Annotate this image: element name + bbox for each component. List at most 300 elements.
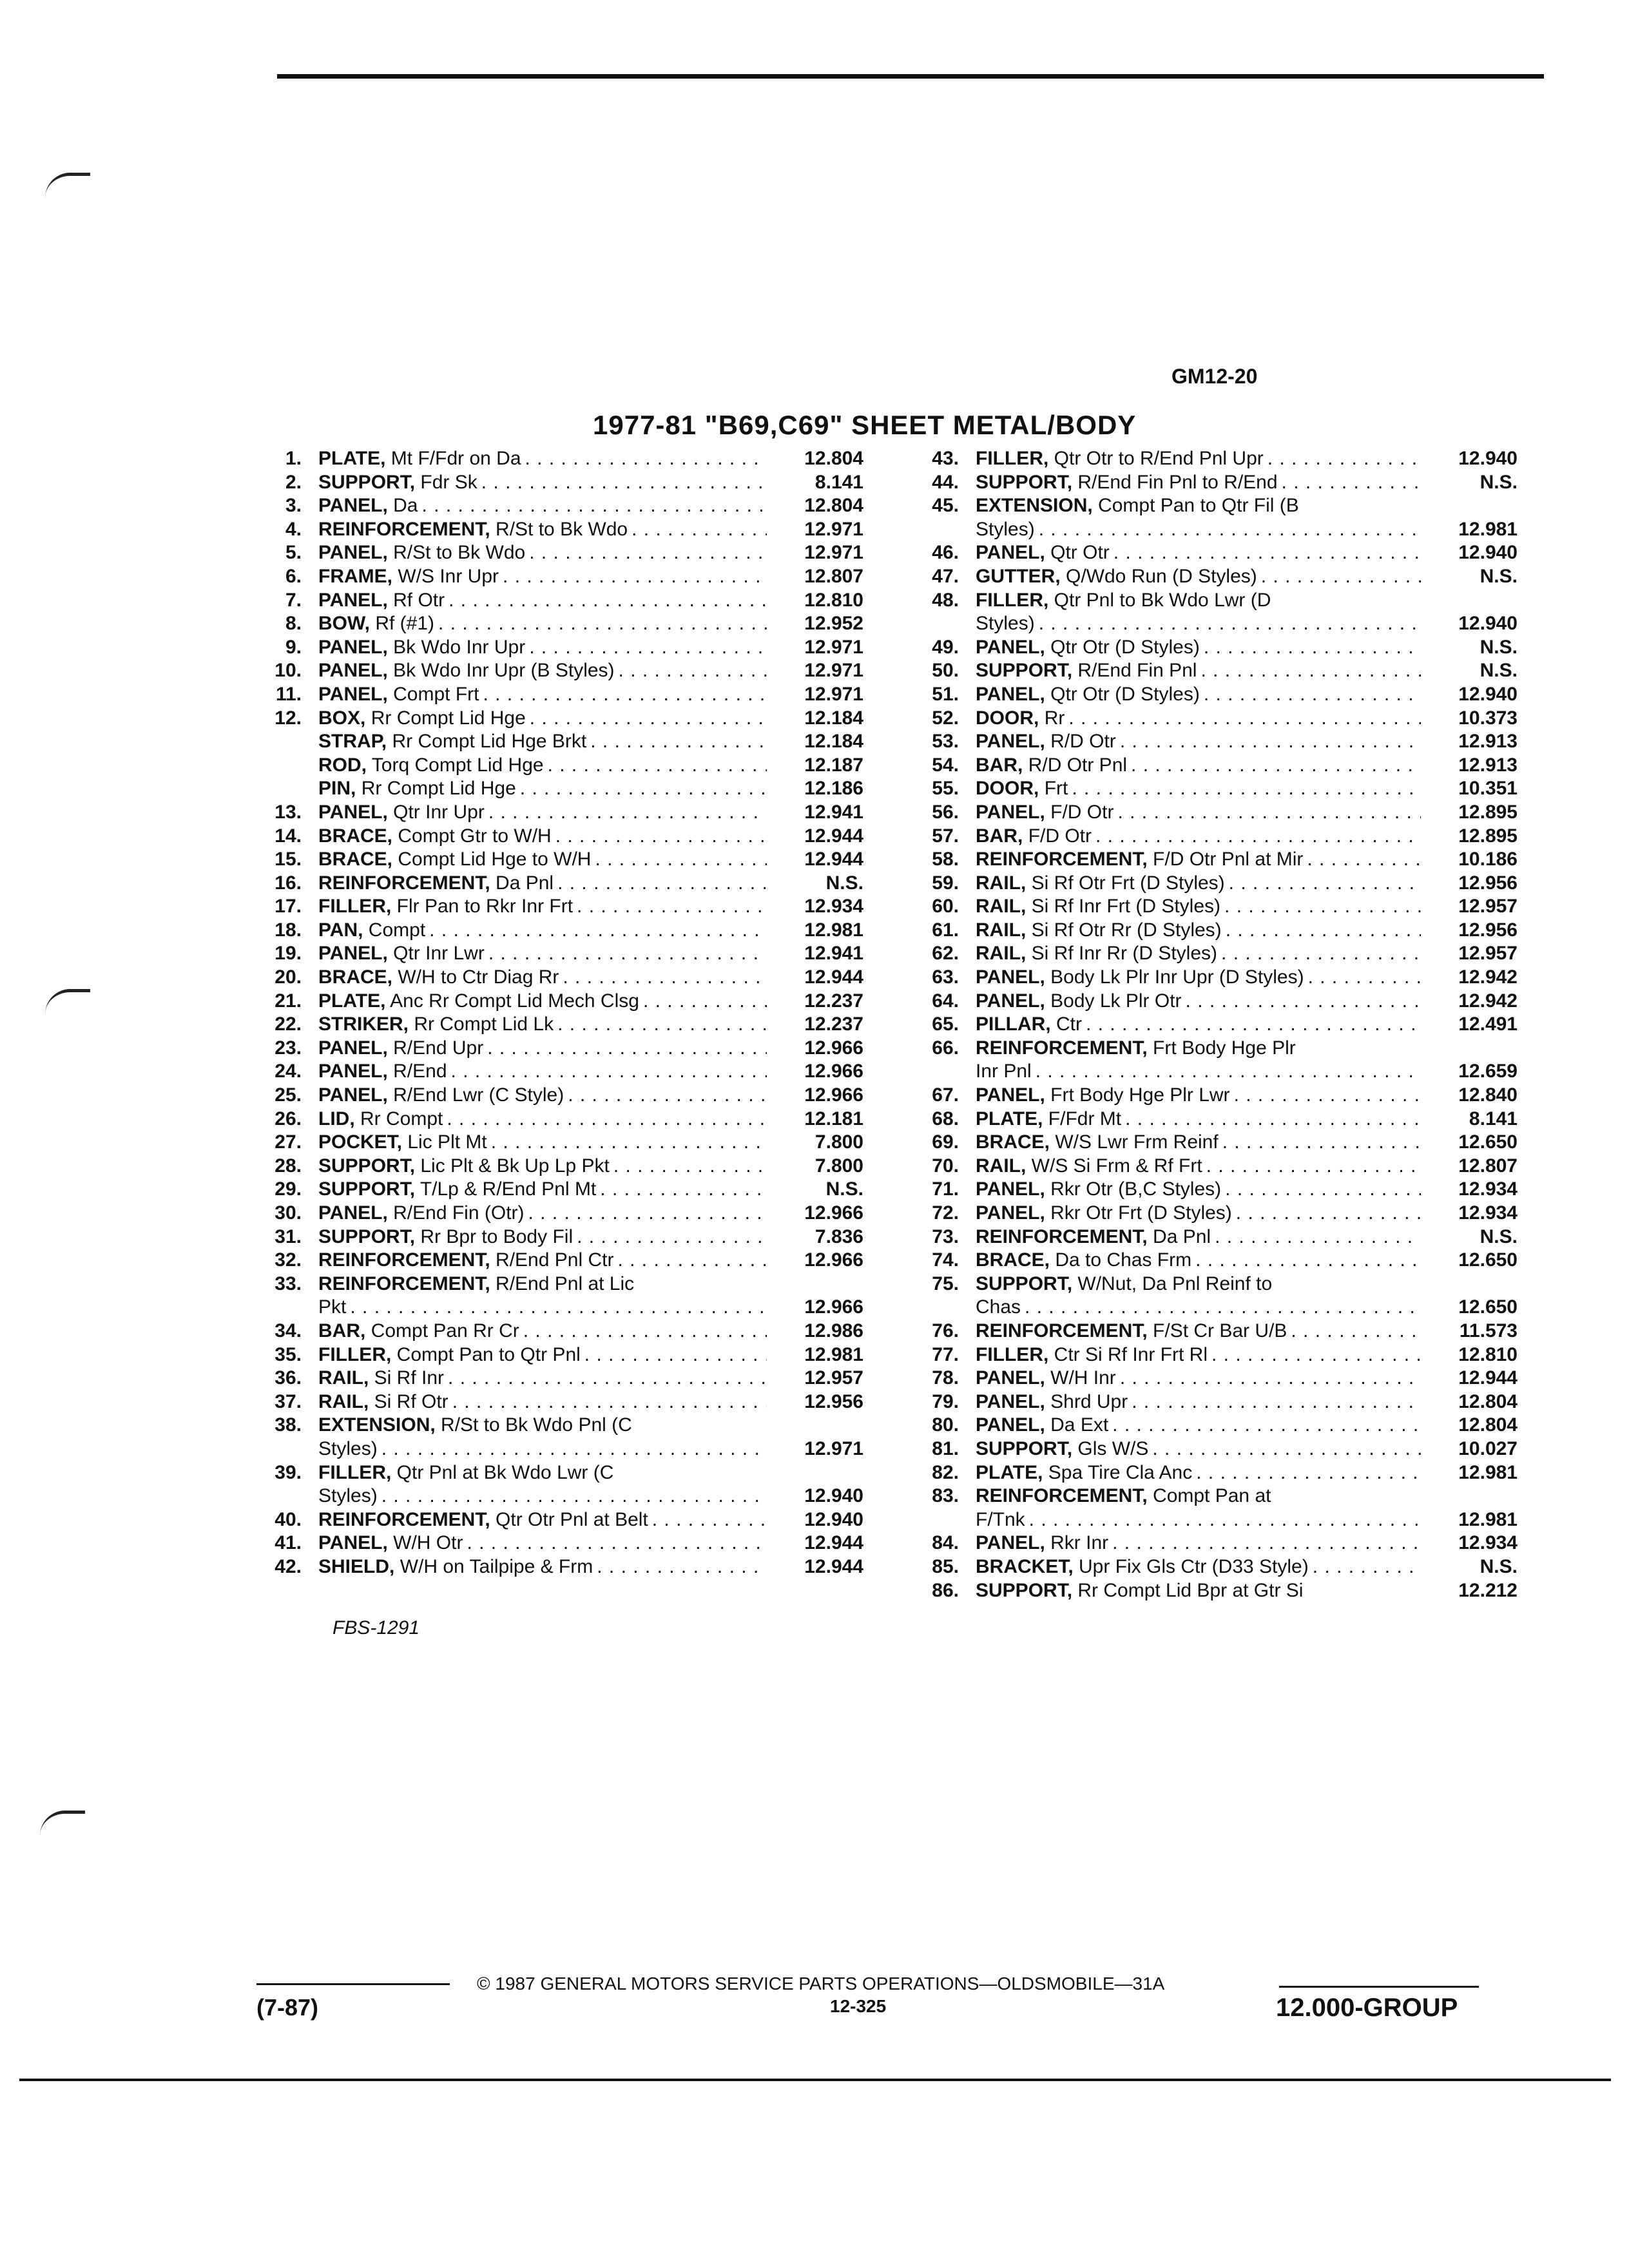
part-description: Ctr Si Rf Inr Frt Rl: [1054, 1343, 1208, 1365]
part-entry: [245, 1390, 863, 1414]
part-entry: [902, 1131, 1518, 1155]
section-reference: 12.942: [1458, 990, 1518, 1012]
part-name: SUPPORT,: [976, 1579, 1073, 1601]
part-entry: [902, 683, 1518, 707]
part-number: 8.: [285, 613, 302, 635]
part-entry: [902, 1273, 1518, 1320]
part-number: 34.: [275, 1320, 302, 1341]
part-entry: [245, 447, 863, 471]
part-description: Compt: [368, 919, 426, 941]
dot-leader: [526, 707, 767, 731]
part-entry: [902, 1013, 1518, 1037]
dot-leader: [1025, 1508, 1421, 1532]
section-reference: 12.941: [804, 801, 863, 823]
section-reference: 12.650: [1458, 1249, 1518, 1271]
part-name: REINFORCEMENT,: [976, 1320, 1148, 1341]
dot-leader: [1128, 1390, 1421, 1414]
part-number: 2.: [285, 471, 302, 493]
part-description: Qtr Otr Pnl at Belt: [496, 1508, 648, 1530]
dot-leader: [564, 1084, 767, 1108]
part-name: SUPPORT,: [318, 471, 416, 493]
dot-leader: [1264, 447, 1421, 471]
part-description: Si Rf Inr: [374, 1367, 445, 1389]
part-entry: [902, 1084, 1518, 1108]
part-number: 19.: [275, 943, 302, 965]
part-name: RAIL,: [318, 1367, 369, 1389]
part-number: 65.: [932, 1014, 959, 1035]
section-reference: 12.913: [1458, 731, 1518, 753]
part-name: PANEL,: [976, 1084, 1045, 1106]
part-name: FILLER,: [976, 589, 1049, 611]
part-number: 70.: [932, 1155, 959, 1177]
part-name: PANEL,: [318, 636, 388, 658]
part-name: PANEL,: [318, 1061, 388, 1082]
section-reference: 12.942: [1458, 966, 1518, 988]
part-description: R/End Lwr (C Style): [393, 1084, 564, 1106]
revision-date: (7-87): [256, 1994, 319, 2021]
part-number: 72.: [932, 1202, 959, 1224]
part-description: W/S Si Frm & Rf Frt: [1031, 1155, 1202, 1177]
part-name: PANEL,: [976, 1367, 1045, 1389]
section-reference: 12.981: [1458, 1508, 1518, 1530]
dot-leader: [1232, 1202, 1421, 1225]
part-name: FILLER,: [976, 1343, 1049, 1365]
part-name: SUPPORT,: [318, 1178, 416, 1200]
section-reference: 12.944: [804, 825, 863, 847]
part-description: Frt Body Hge Plr: [1153, 1037, 1296, 1059]
part-description: R/St to Bk Wdo: [496, 518, 628, 540]
section-reference: 12.804: [1458, 1414, 1518, 1436]
part-entry: [245, 1367, 863, 1390]
part-name: BRACE,: [976, 1249, 1050, 1271]
part-name: PANEL,: [976, 966, 1045, 988]
part-entry: [245, 919, 863, 943]
section-reference: N.S.: [1480, 1555, 1518, 1577]
part-name: SUPPORT,: [318, 1225, 416, 1247]
part-description: W/S Lwr Frm Reinf: [1055, 1131, 1219, 1153]
part-description: Rkr Otr (B,C Styles): [1050, 1178, 1222, 1200]
part-entry: [902, 1532, 1518, 1555]
part-entry: [245, 801, 863, 825]
part-number: 12.: [275, 707, 302, 729]
section-reference: 12.807: [804, 565, 863, 587]
dot-leader: [519, 1320, 767, 1343]
section-reference: 12.940: [804, 1508, 863, 1530]
part-entry: [902, 825, 1518, 849]
part-name: PANEL,: [976, 1178, 1045, 1200]
section-reference: N.S.: [1480, 660, 1518, 682]
section-reference: N.S.: [1480, 471, 1518, 493]
part-name: PANEL,: [318, 1084, 388, 1106]
part-number: 22.: [275, 1014, 302, 1035]
dot-leader: [378, 1437, 767, 1461]
dot-leader: [499, 565, 767, 589]
part-entry: [245, 636, 863, 660]
part-number: 35.: [275, 1343, 302, 1365]
part-entry: [245, 895, 863, 919]
part-number: 60.: [932, 896, 959, 918]
section-reference: 12.957: [1458, 896, 1518, 918]
part-entry: [245, 565, 863, 589]
part-number: 20.: [275, 966, 302, 988]
part-entry: [902, 1461, 1518, 1485]
dot-leader: [573, 1225, 767, 1249]
part-description: R/End Pnl Ctr: [496, 1249, 614, 1271]
section-reference: 12.971: [804, 542, 863, 564]
dot-leader: [443, 1108, 767, 1131]
part-name: PANEL,: [976, 731, 1045, 753]
section-reference: 12.934: [1458, 1178, 1518, 1200]
part-number: 71.: [932, 1178, 959, 1200]
part-description: Rr Compt: [360, 1108, 443, 1129]
part-description: Qtr Inr Upr: [393, 801, 485, 823]
part-name: PLATE,: [318, 990, 386, 1012]
part-name: REINFORCEMENT,: [976, 849, 1148, 870]
section-reference: 7.800: [815, 1131, 863, 1153]
dot-leader: [1225, 872, 1421, 896]
part-entry: [245, 825, 863, 849]
part-entry: [902, 1178, 1518, 1202]
dot-leader: [1110, 541, 1421, 565]
part-description: R/End Fin Pnl: [1077, 660, 1197, 682]
dot-leader: [554, 872, 767, 896]
part-number: [245, 730, 302, 754]
part-number: 43.: [932, 448, 959, 469]
section-reference: 12.966: [804, 1249, 863, 1271]
part-number: 4.: [285, 518, 302, 540]
part-description: Torq Compt Lid Hge: [371, 754, 544, 776]
part-entry: [245, 942, 863, 966]
part-description: R/End Fin (Otr): [393, 1202, 525, 1224]
part-description: Upr Fix Gls Ctr (D33 Style): [1079, 1555, 1309, 1577]
part-number: 80.: [932, 1414, 959, 1436]
dot-leader: [1148, 1437, 1421, 1461]
part-number: 52.: [932, 707, 959, 729]
part-entry: [902, 1155, 1518, 1178]
part-entry: [245, 1508, 863, 1532]
part-description: Qtr Pnl to Bk Wdo Lwr (D: [1054, 589, 1271, 611]
part-name: PANEL,: [976, 1532, 1045, 1554]
part-name: PANEL,: [318, 589, 388, 611]
part-entry: [245, 1461, 863, 1508]
part-name: STRIKER,: [318, 1014, 409, 1035]
part-entry: [902, 1555, 1518, 1579]
section-reference: 12.184: [804, 707, 863, 729]
part-description: Fdr Sk: [420, 471, 477, 493]
dot-leader: [1278, 471, 1421, 495]
part-name: PILLAR,: [976, 1014, 1051, 1035]
dot-leader: [1082, 1013, 1421, 1037]
dot-leader: [445, 589, 767, 613]
part-entry: [902, 942, 1518, 966]
part-number: 33.: [275, 1273, 302, 1294]
part-name: SUPPORT,: [976, 471, 1073, 493]
part-name: PANEL,: [976, 990, 1045, 1012]
part-description: F/D Otr: [1028, 825, 1092, 847]
section-reference: N.S.: [1480, 1225, 1518, 1247]
part-number: 26.: [275, 1108, 302, 1129]
section-reference: N.S.: [825, 872, 863, 894]
part-number: 69.: [932, 1131, 959, 1153]
part-entry: [245, 1178, 863, 1202]
section-reference: 12.659: [1458, 1061, 1518, 1082]
dot-leader: [525, 1202, 767, 1225]
part-number: 79.: [932, 1390, 959, 1412]
part-name: FILLER,: [318, 1461, 392, 1483]
part-description: Bk Wdo Inr Upr (B Styles): [393, 660, 615, 682]
dot-leader: [378, 1485, 767, 1508]
part-number: 18.: [275, 919, 302, 941]
dot-leader: [1257, 565, 1421, 589]
part-entry: [902, 730, 1518, 754]
dot-leader: [1303, 848, 1421, 872]
part-description: Ctr: [1056, 1014, 1083, 1035]
part-name: BAR,: [976, 754, 1023, 776]
part-entry: [902, 636, 1518, 660]
copyright-notice: © 1987 GENERAL MOTORS SERVICE PARTS OPERATIONS—OLDSMOBILE—31A: [477, 1974, 1165, 1994]
part-entry: [245, 1343, 863, 1367]
part-entry: [902, 1437, 1518, 1461]
dot-leader: [1065, 707, 1421, 731]
dot-leader: [1200, 636, 1421, 660]
section-reference: 10.351: [1458, 778, 1518, 800]
part-description: Rf (#1): [375, 613, 435, 635]
section-reference: 12.187: [804, 754, 863, 776]
part-entry: [902, 471, 1518, 495]
dot-leader: [418, 494, 767, 518]
part-entry: [245, 589, 863, 613]
part-number: 59.: [932, 872, 959, 894]
dot-leader: [346, 1296, 767, 1320]
dot-leader: [1200, 683, 1421, 707]
dot-leader: [554, 1013, 767, 1037]
bottom-rule: [19, 2079, 1611, 2081]
part-name: BAR,: [318, 1320, 366, 1341]
part-number: 6.: [285, 565, 302, 587]
section-reference: 12.940: [1458, 613, 1518, 635]
part-entry: [902, 447, 1518, 471]
part-name: PANEL,: [318, 943, 388, 965]
part-description: Compt Frt: [393, 683, 479, 705]
section-reference: 12.913: [1458, 754, 1518, 776]
section-reference: 12.186: [804, 778, 863, 800]
part-entry: [245, 1273, 863, 1320]
part-description: Rr Bpr to Body Fil: [420, 1225, 574, 1247]
dot-leader: [1219, 1131, 1421, 1155]
dot-leader: [447, 1060, 767, 1084]
part-name: BRACE,: [976, 1131, 1050, 1153]
section-reference: 12.966: [804, 1061, 863, 1082]
part-description: Lic Plt & Bk Up Lp Pkt: [420, 1155, 610, 1177]
part-number: 49.: [932, 636, 959, 658]
part-number: 10.: [275, 660, 302, 682]
part-number: 9.: [285, 636, 302, 658]
dot-leader: [1192, 1461, 1421, 1485]
dot-leader: [425, 919, 767, 943]
part-entry: [902, 1485, 1518, 1532]
dot-leader: [591, 848, 767, 872]
part-entry: [245, 730, 863, 754]
section-reference: 12.981: [804, 919, 863, 941]
dot-leader: [1127, 754, 1421, 778]
part-description: Rkr Otr Frt (D Styles): [1050, 1202, 1232, 1224]
part-entry: [902, 659, 1518, 683]
part-description: Flr Pan to Rkr Inr Frt: [396, 896, 574, 918]
part-name: PANEL,: [318, 660, 388, 682]
section-reference: 12.804: [1458, 1390, 1518, 1412]
section-reference: 12.966: [804, 1084, 863, 1106]
dot-leader: [1121, 1108, 1421, 1131]
dot-leader: [1068, 777, 1421, 801]
section-reference: 12.934: [804, 896, 863, 918]
part-description: Rr Compt Lid Hge Brkt: [392, 731, 587, 753]
part-number: 78.: [932, 1367, 959, 1389]
part-description: W/H Otr: [393, 1532, 463, 1554]
dot-leader: [593, 1555, 767, 1579]
part-number: 42.: [275, 1555, 302, 1577]
part-number: 73.: [932, 1225, 959, 1247]
dot-leader: [1197, 659, 1421, 683]
section-reference: N.S.: [825, 1178, 863, 1200]
part-entry: [902, 895, 1518, 919]
part-entry: [245, 471, 863, 495]
section-reference: 12.941: [804, 943, 863, 965]
part-number: 40.: [275, 1508, 302, 1530]
parts-list-left: [245, 447, 863, 1579]
part-number: 85.: [932, 1555, 959, 1577]
section-reference: 11.573: [1459, 1320, 1518, 1341]
section-reference: 12.940: [1458, 683, 1518, 705]
part-description: Body Lk Plr Inr Upr (D Styles): [1050, 966, 1304, 988]
part-number: 75.: [932, 1273, 959, 1294]
part-description: Si Rf Otr Frt (D Styles): [1031, 872, 1225, 894]
part-number: 25.: [275, 1084, 302, 1106]
part-description: R/St to Bk Wdo: [393, 542, 526, 564]
part-description-continued: Chas: [976, 1296, 1021, 1318]
dot-leader: [1032, 1060, 1421, 1084]
part-name: STRAP,: [318, 731, 387, 753]
part-name: REINFORCEMENT,: [318, 518, 490, 540]
section-reference: 12.895: [1458, 801, 1518, 823]
section-reference: 12.971: [804, 683, 863, 705]
part-name: PANEL,: [318, 801, 388, 823]
section-reference: 12.810: [1458, 1343, 1518, 1365]
part-name: PANEL,: [318, 1202, 388, 1224]
part-description: Qtr Otr to R/End Pnl Upr: [1054, 448, 1264, 469]
section-reference: 12.650: [1458, 1131, 1518, 1153]
part-name: POCKET,: [318, 1131, 403, 1153]
part-number: 5.: [285, 542, 302, 564]
section-reference: 12.491: [1458, 1014, 1518, 1035]
part-description: Shrd Upr: [1050, 1390, 1128, 1412]
section-reference: 12.810: [804, 589, 863, 611]
binder-mark: [45, 989, 90, 1014]
part-entry: [245, 1202, 863, 1225]
part-number: 48.: [932, 589, 959, 611]
part-name: PANEL,: [976, 801, 1045, 823]
part-name: EXTENSION,: [976, 495, 1093, 517]
part-entry: [902, 1390, 1518, 1414]
part-number: 57.: [932, 825, 959, 847]
section-reference: 12.940: [1458, 542, 1518, 564]
part-number: 31.: [275, 1225, 302, 1247]
section-reference: 10.027: [1458, 1437, 1518, 1459]
section-reference: 12.971: [804, 660, 863, 682]
part-description: Si Rf Otr: [374, 1390, 448, 1412]
dot-leader: [1202, 1155, 1421, 1178]
part-name: PLATE,: [976, 1108, 1043, 1129]
part-description: Bk Wdo Inr Upr: [393, 636, 526, 658]
dot-leader: [516, 777, 767, 801]
part-name: SUPPORT,: [976, 1437, 1073, 1459]
part-description: Si Rf Inr Rr (D Styles): [1031, 943, 1218, 965]
part-entry: [902, 848, 1518, 872]
part-description: Compt Pan Rr Cr: [371, 1320, 519, 1341]
dot-leader: [1208, 1343, 1421, 1367]
part-entry: [245, 494, 863, 518]
section-reference: 12.957: [804, 1367, 863, 1389]
part-name: DOOR,: [976, 778, 1039, 800]
part-description: F/D Otr: [1050, 801, 1114, 823]
part-description: F/D Otr Pnl at Mir: [1153, 849, 1304, 870]
part-description: Frt: [1044, 778, 1068, 800]
dot-leader: [1309, 1555, 1421, 1579]
part-name: RAIL,: [976, 919, 1027, 941]
dot-leader: [463, 1532, 767, 1555]
part-name: PAN,: [318, 919, 363, 941]
part-name: REINFORCEMENT,: [318, 1508, 490, 1530]
dot-leader: [1230, 1084, 1421, 1108]
part-entry: [245, 754, 863, 778]
part-description: Si Rf Otr Rr (D Styles): [1031, 919, 1222, 941]
part-entry: [902, 1367, 1518, 1390]
part-description: Qtr Otr (D Styles): [1050, 636, 1200, 658]
part-name: REINFORCEMENT,: [318, 872, 490, 894]
part-entry: [245, 1108, 863, 1131]
section-reference: 12.956: [1458, 919, 1518, 941]
part-entry: [902, 1320, 1518, 1343]
part-number: 41.: [275, 1532, 302, 1554]
part-name: REINFORCEMENT,: [318, 1273, 490, 1294]
part-name: PANEL,: [976, 1414, 1045, 1436]
part-name: ROD,: [318, 754, 367, 776]
part-entry: [902, 919, 1518, 943]
part-description-continued: Styles): [318, 1437, 378, 1459]
part-description: Da Pnl: [1153, 1225, 1211, 1247]
part-number: 47.: [932, 565, 959, 587]
part-number: 61.: [932, 919, 959, 941]
part-number: 56.: [932, 801, 959, 823]
part-description-continued: Styles): [318, 1485, 378, 1507]
dot-leader: [613, 1249, 767, 1273]
section-reference: 12.956: [1458, 872, 1518, 894]
parts-list-right: [902, 447, 1518, 1602]
part-entry: [245, 990, 863, 1014]
part-number: 16.: [275, 872, 302, 894]
part-description: F/Fdr Mt: [1048, 1108, 1122, 1129]
part-number: 23.: [275, 1037, 302, 1059]
section-reference: 12.986: [804, 1320, 863, 1341]
part-description: Q/Wdo Run (D Styles): [1066, 565, 1257, 587]
part-number: 62.: [932, 943, 959, 965]
part-name: BRACE,: [318, 849, 393, 870]
binder-mark: [40, 1811, 85, 1836]
part-entry: [245, 683, 863, 707]
section-reference: 12.971: [804, 636, 863, 658]
dot-leader: [1092, 825, 1421, 849]
part-description: W/H to Ctr Diag Rr: [398, 966, 559, 988]
dot-leader: [485, 942, 767, 966]
